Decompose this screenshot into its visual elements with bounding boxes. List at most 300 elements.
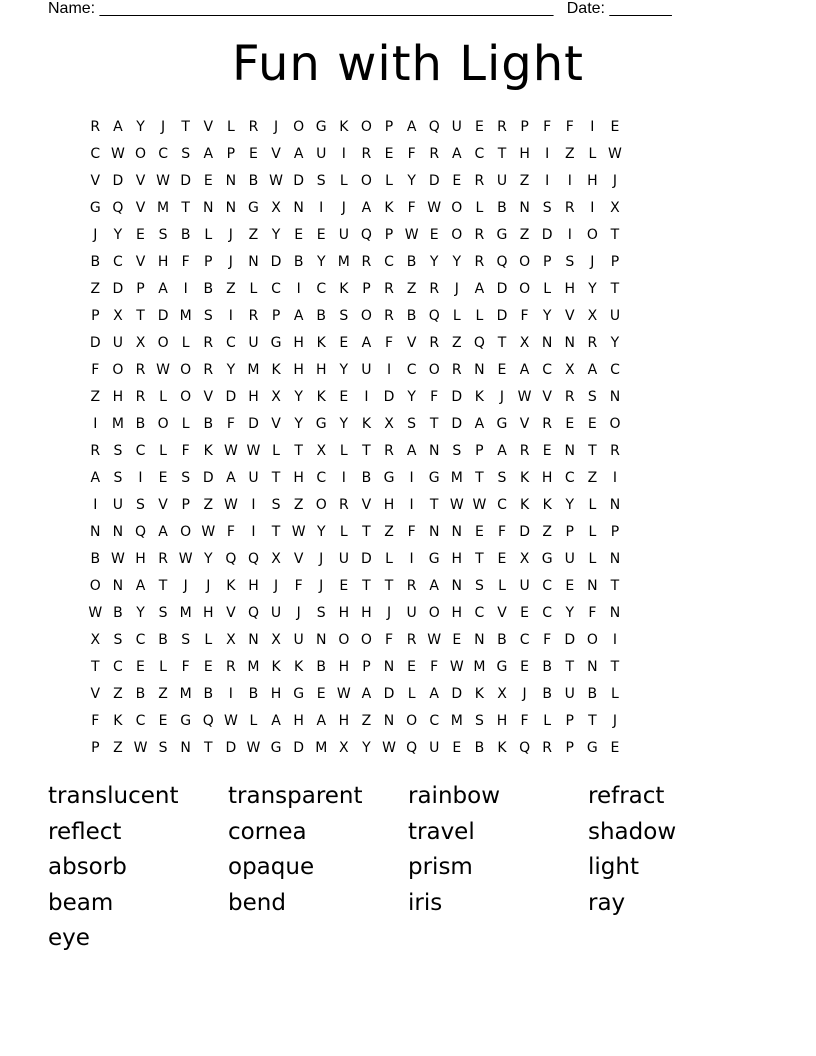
grid-letter: S [113, 469, 123, 486]
grid-letter: B [361, 469, 372, 486]
grid-letter: T [610, 577, 620, 594]
grid-letter: R [203, 361, 214, 378]
grid-letter: L [385, 550, 393, 567]
grid-letter: W [223, 712, 238, 729]
word-list-item: iris [408, 889, 443, 916]
grid-letter: G [315, 118, 327, 135]
grid-letter: Y [339, 361, 349, 378]
grid-letter: Q [202, 712, 214, 729]
grid-letter: O [586, 226, 598, 243]
grid-letter: G [315, 415, 327, 432]
grid-letter: W [110, 550, 125, 567]
grid-letter: N [225, 172, 237, 189]
grid-letter: S [497, 469, 507, 486]
grid-letter: R [429, 145, 440, 162]
word-list-item: bend [228, 889, 286, 916]
grid-letter: K [384, 199, 394, 216]
grid-letter: X [519, 334, 530, 351]
grid-letter: H [293, 469, 304, 486]
grid-letter: J [183, 577, 188, 594]
grid-letter: V [135, 253, 146, 270]
grid-letter: F [407, 523, 416, 540]
grid-letter: R [451, 361, 462, 378]
word-list-item: absorb [48, 854, 127, 881]
grid-letter: D [428, 172, 440, 189]
grid-letter: T [271, 523, 281, 540]
grid-letter: S [158, 604, 168, 621]
grid-letter: S [452, 442, 462, 459]
grid-letter: Z [90, 388, 101, 405]
grid-letter: D [383, 685, 395, 702]
grid-letter: B [135, 415, 146, 432]
grid-letter: L [588, 145, 597, 162]
grid-letter: Q [360, 226, 372, 243]
grid-letter: V [203, 388, 214, 405]
grid-row [84, 410, 734, 437]
grid-letter: A [293, 145, 304, 162]
grid-letter: U [293, 631, 304, 648]
grid-letter: N [90, 523, 101, 540]
grid-letter: O [89, 577, 101, 594]
grid-letter: C [135, 442, 146, 459]
grid-letter: H [338, 658, 350, 675]
grid-letter: P [384, 118, 394, 135]
grid-letter: V [158, 496, 168, 513]
grid-letter: O [451, 226, 463, 243]
grid-letter: T [565, 658, 575, 675]
grid-letter: I [409, 496, 414, 513]
grid-letter: P [91, 307, 100, 324]
grid-letter: H [587, 172, 598, 189]
grid-letter: U [248, 334, 259, 351]
grid-letter: I [228, 307, 233, 324]
grid-letter: E [249, 145, 258, 162]
grid-letter: W [246, 442, 261, 459]
grid-letter: U [496, 172, 508, 189]
grid-letter: U [112, 334, 124, 351]
grid-letter: W [223, 496, 238, 513]
grid-letter: N [564, 334, 575, 351]
grid-letter: Y [316, 523, 326, 540]
grid-letter: W [133, 739, 148, 756]
grid-letter: C [497, 496, 507, 513]
grid-letter: D [293, 172, 305, 189]
grid-letter: X [610, 199, 620, 216]
grid-letter: A [406, 442, 417, 459]
grid-letter: Z [113, 739, 123, 756]
grid-row [84, 383, 734, 410]
grid-letter: L [588, 523, 597, 540]
grid-letter: F [91, 712, 100, 729]
grid-row [84, 572, 734, 599]
grid-letter: S [316, 172, 326, 189]
grid-letter: L [226, 118, 235, 135]
grid-letter: W [201, 523, 216, 540]
grid-letter: Z [158, 685, 168, 702]
grid-letter: H [135, 550, 146, 567]
grid-letter: H [519, 145, 530, 162]
grid-letter: Q [428, 307, 440, 324]
grid-letter: U [316, 145, 327, 162]
grid-letter: R [474, 172, 485, 189]
grid-letter: I [183, 280, 188, 297]
grid-letter: D [564, 631, 576, 648]
grid-letter: U [338, 226, 349, 243]
grid-letter: R [610, 442, 620, 459]
name-label: Name: [48, 0, 96, 17]
grid-letter: B [90, 253, 101, 270]
grid-letter: V [519, 415, 530, 432]
grid-letter: V [90, 172, 101, 189]
grid-letter: N [428, 442, 440, 459]
grid-letter: D [361, 550, 372, 567]
grid-letter: E [429, 226, 439, 243]
grid-letter: S [181, 145, 191, 162]
grid-letter: W [88, 604, 103, 621]
grid-row [84, 653, 734, 680]
grid-letter: V [135, 172, 146, 189]
grid-letter: K [339, 118, 349, 135]
grid-letter: A [271, 712, 281, 729]
grid-letter: E [339, 577, 349, 594]
grid-letter: B [203, 280, 214, 297]
grid-letter: K [339, 280, 349, 297]
grid-letter: C [610, 361, 620, 378]
grid-letter: N [112, 523, 124, 540]
grid-letter: R [542, 415, 553, 432]
grid-letter: F [226, 415, 235, 432]
grid-letter: L [588, 550, 597, 567]
grid-letter: E [565, 577, 575, 594]
grid-letter: X [519, 550, 530, 567]
grid-letter: T [475, 469, 484, 486]
grid-letter: H [157, 253, 169, 270]
grid-letter: T [362, 523, 371, 540]
grid-letter: L [204, 226, 213, 243]
grid-letter: S [136, 496, 145, 513]
grid-letter: N [451, 577, 463, 594]
grid-letter: H [541, 469, 553, 486]
grid-letter: E [158, 469, 168, 486]
word-list-item: reflect [48, 818, 122, 845]
grid-letter: D [270, 253, 282, 270]
grid-row [84, 302, 734, 329]
grid-letter: O [180, 361, 192, 378]
grid-letter: F [91, 361, 100, 378]
grid-letter: D [112, 280, 124, 297]
grid-letter: N [112, 577, 124, 594]
grid-letter: O [360, 307, 372, 324]
grid-letter: A [158, 523, 168, 540]
grid-letter: S [542, 199, 552, 216]
grid-letter: N [383, 658, 395, 675]
grid-letter: I [228, 685, 233, 702]
grid-letter: J [273, 577, 279, 594]
grid-letter: A [519, 361, 530, 378]
grid-letter: D [519, 523, 530, 540]
grid-letter: C [158, 145, 168, 162]
grid-letter: Z [384, 523, 394, 540]
grid-letter: E [316, 685, 326, 702]
grid-letter: M [179, 604, 192, 621]
grid-letter: O [406, 712, 418, 729]
grid-letter: G [270, 334, 282, 351]
grid-letter: G [248, 199, 259, 216]
grid-letter: H [112, 388, 124, 405]
grid-letter: I [251, 496, 256, 513]
grid-letter: T [588, 442, 597, 459]
grid-letter: Y [136, 604, 145, 621]
grid-letter: I [567, 226, 572, 243]
grid-letter: W [178, 550, 193, 567]
grid-letter: H [451, 550, 463, 567]
grid-letter: N [474, 631, 485, 648]
grid-letter: S [158, 739, 168, 756]
grid-letter: R [225, 658, 236, 675]
grid-letter: Q [247, 550, 259, 567]
grid-letter: T [91, 658, 100, 675]
grid-letter: P [565, 739, 574, 756]
grid-letter: Z [203, 496, 214, 513]
grid-letter: Y [339, 415, 349, 432]
grid-letter: W [246, 739, 261, 756]
grid-letter: N [225, 199, 237, 216]
grid-letter: L [339, 523, 348, 540]
grid-letter: O [338, 631, 350, 648]
grid-letter: E [497, 550, 507, 567]
grid-letter: Q [134, 523, 146, 540]
grid-letter: D [451, 685, 463, 702]
grid-letter: U [429, 739, 440, 756]
grid-letter: E [316, 226, 326, 243]
grid-row [84, 140, 734, 167]
word-search-grid [84, 113, 734, 761]
grid-row [84, 464, 734, 491]
grid-letter: L [611, 685, 619, 702]
header-line [48, 0, 748, 18]
grid-letter: R [564, 388, 575, 405]
grid-letter: U [564, 550, 575, 567]
grid-letter: Y [565, 496, 575, 513]
grid-letter: W [336, 685, 351, 702]
grid-letter: Y [294, 388, 303, 405]
grid-letter: B [406, 253, 417, 270]
grid-letter: C [316, 280, 327, 297]
grid-letter: B [90, 550, 101, 567]
grid-letter: Z [90, 280, 101, 297]
grid-letter: U [519, 577, 530, 594]
grid-letter: O [315, 496, 327, 513]
grid-letter: O [293, 118, 305, 135]
grid-letter: F [226, 523, 235, 540]
grid-letter: V [406, 334, 417, 351]
grid-letter: S [339, 307, 349, 324]
grid-letter: F [588, 604, 597, 621]
grid-letter: T [475, 550, 484, 567]
grid-letter: C [113, 253, 123, 270]
grid-letter: Y [610, 334, 620, 351]
grid-letter: W [382, 739, 396, 756]
grid-letter: Q [519, 739, 531, 756]
grid-letter: Z [226, 280, 236, 297]
word-list-item: rainbow [408, 783, 500, 809]
grid-letter: H [203, 604, 214, 621]
grid-letter: F [565, 118, 574, 135]
grid-letter: N [203, 199, 214, 216]
grid-letter: L [339, 442, 348, 459]
grid-letter: I [612, 631, 618, 648]
grid-letter: H [338, 604, 350, 621]
grid-letter: M [337, 253, 350, 270]
grid-letter: J [319, 550, 324, 567]
grid-letter: F [181, 658, 190, 675]
grid-letter: L [249, 280, 258, 297]
grid-letter: S [474, 712, 484, 729]
grid-letter: H [496, 712, 508, 729]
grid-letter: W [427, 631, 442, 648]
grid-letter: N [609, 604, 621, 621]
grid-letter: R [361, 145, 372, 162]
grid-letter: T [497, 145, 507, 162]
grid-letter: X [564, 361, 575, 378]
grid-letter: E [610, 118, 620, 135]
grid-letter: E [136, 226, 145, 243]
grid-letter: X [90, 631, 101, 648]
grid-letter: A [203, 145, 214, 162]
grid-letter: W [404, 226, 419, 243]
grid-letter: B [497, 199, 507, 216]
grid-letter: W [110, 145, 125, 162]
grid-letter: S [113, 442, 123, 459]
grid-letter: L [475, 199, 484, 216]
grid-letter: C [474, 145, 485, 162]
grid-letter: G [383, 469, 395, 486]
grid-letter: E [294, 226, 304, 243]
grid-letter: R [542, 739, 553, 756]
grid-letter: B [316, 658, 327, 675]
grid-row [84, 194, 734, 221]
grid-letter: W [449, 658, 464, 675]
grid-letter: T [181, 118, 190, 135]
grid-letter: A [158, 280, 168, 297]
grid-letter: L [249, 712, 258, 729]
grid-letter: T [181, 199, 190, 216]
grid-letter: Y [565, 604, 575, 621]
grid-letter: X [497, 685, 507, 702]
grid-letter: F [384, 631, 394, 648]
grid-letter: H [270, 685, 282, 702]
grid-letter: K [294, 658, 304, 675]
grid-letter: T [158, 577, 168, 594]
grid-letter: C [542, 361, 553, 378]
grid-letter: T [203, 739, 213, 756]
grid-letter: W [291, 523, 306, 540]
grid-letter: M [450, 469, 463, 486]
grid-letter: H [338, 712, 350, 729]
grid-letter: B [203, 685, 214, 702]
grid-row [84, 707, 734, 734]
grid-letter: Y [588, 280, 597, 297]
grid-letter: E [542, 442, 552, 459]
grid-letter: S [474, 577, 484, 594]
grid-letter: P [362, 658, 371, 675]
grid-letter: F [407, 199, 416, 216]
grid-letter: K [226, 577, 236, 594]
grid-letter: W [517, 388, 532, 405]
grid-letter: I [612, 469, 618, 486]
grid-letter: Y [113, 226, 123, 243]
grid-letter: T [610, 658, 620, 675]
grid-letter: R [384, 280, 394, 297]
grid-letter: L [181, 334, 190, 351]
grid-letter: X [316, 442, 327, 459]
grid-letter: T [429, 496, 439, 513]
grid-letter: V [271, 415, 281, 432]
grid-letter: N [293, 199, 304, 216]
grid-letter: Y [203, 550, 213, 567]
grid-letter: L [498, 577, 506, 594]
grid-letter: Z [452, 334, 462, 351]
grid-letter: C [564, 469, 575, 486]
grid-letter: I [545, 172, 550, 189]
word-list [48, 780, 768, 958]
grid-letter: O [180, 523, 192, 540]
grid-letter: E [520, 604, 529, 621]
grid-letter: V [271, 145, 281, 162]
grid-letter: E [497, 361, 507, 378]
grid-letter: E [158, 712, 168, 729]
grid-letter: M [179, 685, 192, 702]
grid-letter: N [609, 496, 621, 513]
grid-letter: U [270, 604, 282, 621]
grid-letter: B [406, 307, 417, 324]
grid-letter: R [338, 496, 349, 513]
grid-letter: L [159, 388, 167, 405]
grid-row [84, 545, 734, 572]
grid-letter: Q [428, 118, 440, 135]
grid-letter: D [451, 415, 463, 432]
grid-letter: B [542, 685, 552, 702]
grid-letter: M [247, 658, 260, 675]
grid-letter: P [610, 523, 620, 540]
word-list-item: translucent [48, 783, 179, 809]
grid-letter: B [113, 604, 123, 621]
grid-letter: A [452, 145, 462, 162]
grid-letter: J [386, 604, 392, 621]
grid-letter: I [409, 469, 414, 486]
grid-letter: H [315, 361, 327, 378]
grid-letter: W [156, 172, 170, 189]
grid-letter: D [541, 226, 553, 243]
grid-letter: U [451, 118, 462, 135]
grid-letter: Z [542, 523, 552, 540]
word-list-item: transparent [228, 783, 363, 809]
grid-letter: N [180, 739, 191, 756]
grid-letter: V [564, 307, 575, 324]
grid-letter: Z [519, 226, 530, 243]
grid-letter: F [520, 712, 529, 729]
grid-letter: P [181, 496, 190, 513]
grid-letter: T [362, 577, 371, 594]
grid-letter: Y [136, 118, 145, 135]
grid-letter: P [542, 253, 552, 270]
grid-letter: J [454, 280, 459, 297]
grid-letter: R [429, 334, 440, 351]
grid-letter: Z [564, 145, 575, 162]
grid-letter: I [93, 415, 98, 432]
grid-letter: J [161, 118, 166, 135]
grid-letter: K [361, 415, 372, 432]
